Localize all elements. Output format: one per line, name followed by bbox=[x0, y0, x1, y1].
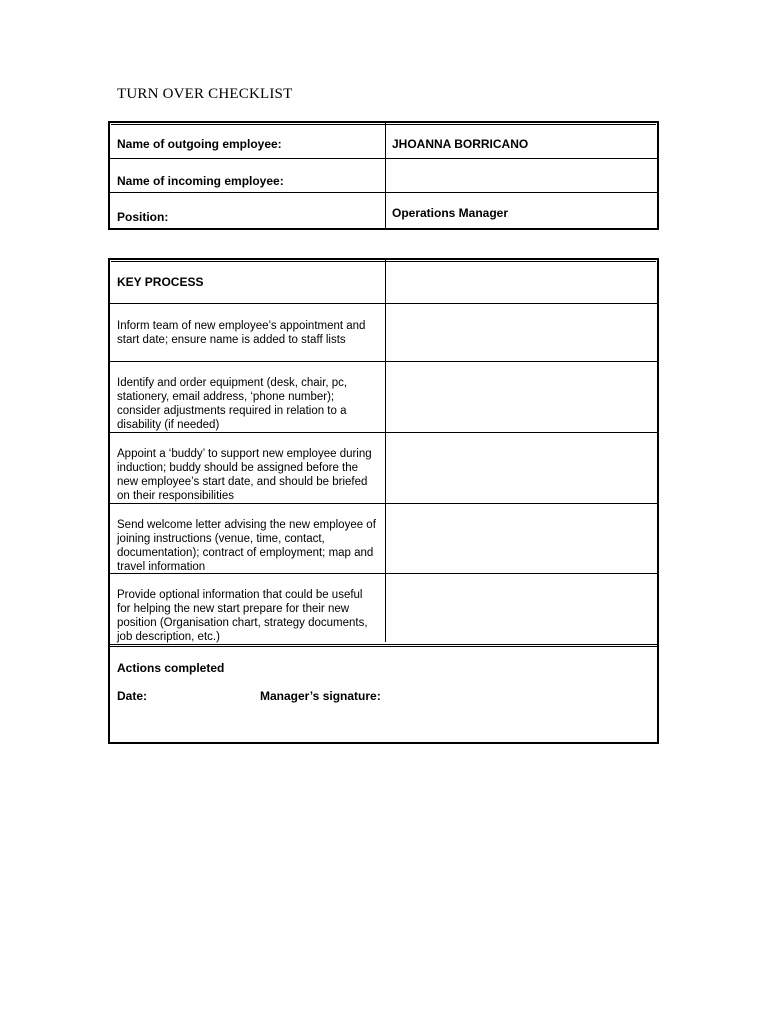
position-label: Position: bbox=[117, 210, 169, 224]
process-item: Provide optional information that could be useful for helping the new start prepare for their new position (Organisation chart, strategy documents, job description, etc.) bbox=[117, 589, 368, 643]
table-row bbox=[110, 361, 657, 362]
process-item: Appoint a ‘buddy’ to support new employee during induction; buddy should be assigned before the new employee’s start date, and should be briefed on their responsibilities bbox=[117, 448, 372, 502]
key-process-table bbox=[108, 258, 659, 744]
outgoing-employee-value: JHOANNA BORRICANO bbox=[392, 137, 529, 151]
actions-completed-label: Actions completed bbox=[117, 661, 225, 675]
table-row bbox=[110, 573, 657, 574]
outgoing-employee-label: Name of outgoing employee: bbox=[117, 137, 282, 151]
incoming-employee-label: Name of incoming employee: bbox=[117, 174, 284, 188]
table-row bbox=[110, 432, 657, 433]
date-label: Date: bbox=[117, 689, 148, 703]
table-row bbox=[110, 644, 657, 645]
column-divider bbox=[385, 260, 386, 642]
process-item: Inform team of new employee’s appointment and start date; ensure name is added to staff lists bbox=[117, 320, 366, 346]
table-row bbox=[110, 303, 657, 304]
key-process-header: KEY PROCESS bbox=[117, 275, 204, 289]
process-item: Identify and order equipment (desk, chair, pc, stationery, email address, ‘phone number); consider adjustments required in relation to a disability (if needed) bbox=[117, 377, 348, 431]
process-item: Send welcome letter advising the new employee of joining instructions (venue, time, contact, documentation); contract of employment; map and travel information bbox=[117, 519, 376, 573]
position-value: Operations Manager bbox=[392, 206, 509, 220]
employee-info-table bbox=[108, 121, 659, 230]
table-row bbox=[110, 646, 657, 647]
manager-signature-label: Manager’s signature: bbox=[260, 689, 381, 703]
table-row bbox=[110, 503, 657, 504]
table-row bbox=[110, 192, 657, 231]
document-title: TURN OVER CHECKLIST bbox=[117, 86, 293, 102]
